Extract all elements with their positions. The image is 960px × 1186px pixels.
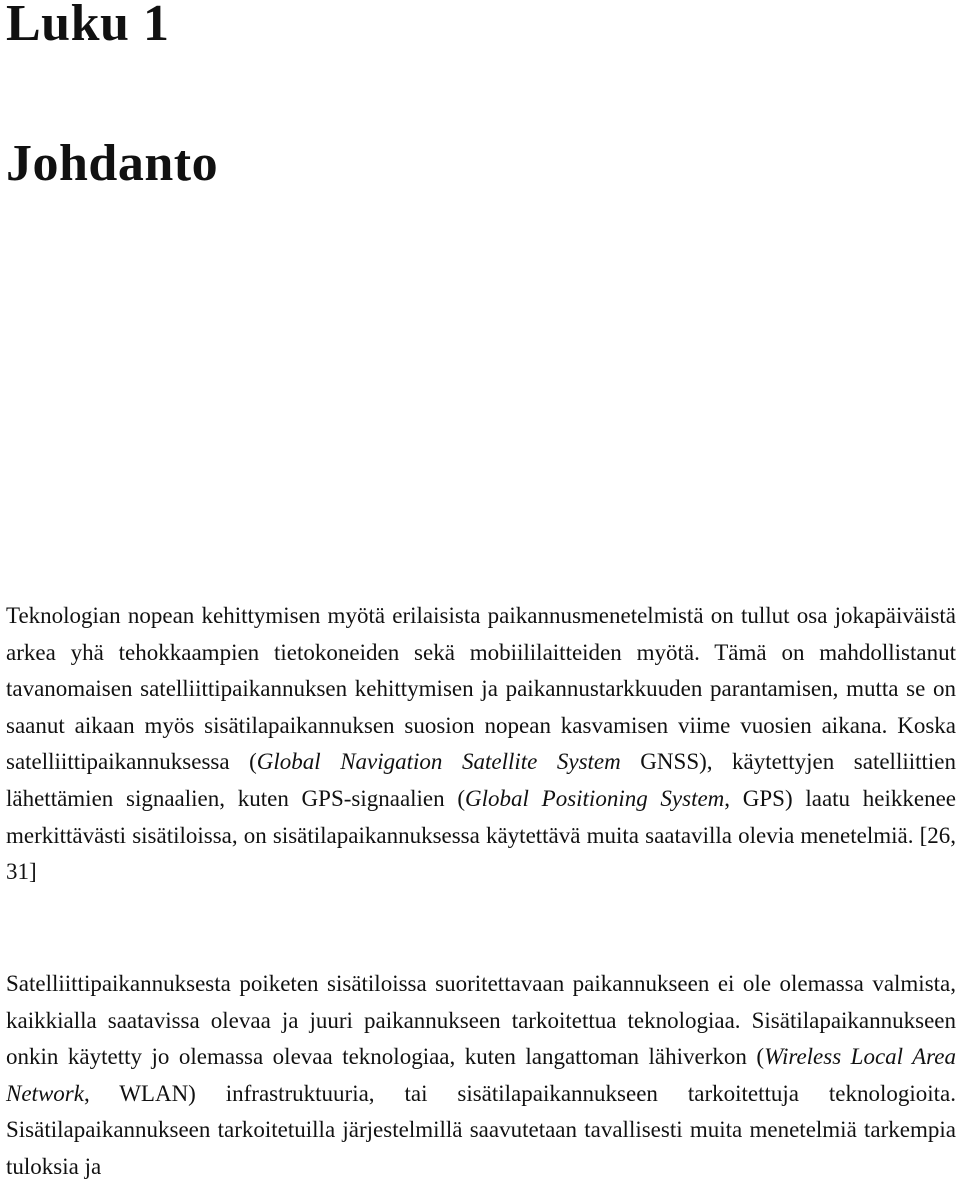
text-segment-italic: Global Positioning System bbox=[465, 785, 725, 811]
chapter-label: Luku 1 bbox=[6, 0, 170, 52]
text-segment-italic: Wireless Local Area Network bbox=[6, 1044, 956, 1106]
text-segment: Satelliittipaikannuksesta poiketen sisätiloissa suoritettavaan paikannukseen ei ole olemassa valmista, kaikkialla saatavissa olevaa ja juuri paikannukseen tarkoitettua teknologiaa. Sisätilapaikannukseen onkin käytetty jo olemassa olevaa teknologiaa, kuten langattoman lähiverkon ( bbox=[6, 971, 956, 1070]
text-segment-italic: Global Navigation Satellite System bbox=[256, 749, 621, 775]
text-segment: Teknologian nopean kehittymisen myötä erilaisista paikannusmenetelmistä on tullut osa jokapäiväistä arkea yhä tehokkaampien tietokoneiden sekä mobiililaitteiden myötä. Tämä on mahdollistanut tavanomaisen satelliittipaikannuksen kehittymisen ja paikannustarkkuuden parantamisen, mutta se on saanut aikaan myös sisätilapaikannuksen suosion nopean kasvamisen viime vuosien aikana. Koska satelliittipaikannuksessa ( bbox=[6, 603, 956, 775]
text-segment: , GPS) laatu heikkenee merkittävästi sisätiloissa, on sisätilapaikannuksessa käytettävä muita saatavilla olevia menetelmiä. [26, 31] bbox=[6, 785, 956, 885]
paragraph-indoor-positioning bbox=[6, 966, 956, 1186]
paragraph-intro bbox=[6, 598, 956, 891]
text-segment: , WLAN) infrastruktuuria, tai sisätilapaikannukseen tarkoitettuja teknologioita. Sisätilapaikannukseen tarkoitetuilla järjestelmillä saavutetaan tavallisesti muita menetelmiä tarkempia tuloksia ja bbox=[6, 1080, 956, 1179]
text-segment: GNSS), käytettyjen satelliittien lähettämien signaalien, kuten GPS-signaalien ( bbox=[6, 749, 956, 811]
chapter-title: Johdanto bbox=[6, 135, 219, 192]
